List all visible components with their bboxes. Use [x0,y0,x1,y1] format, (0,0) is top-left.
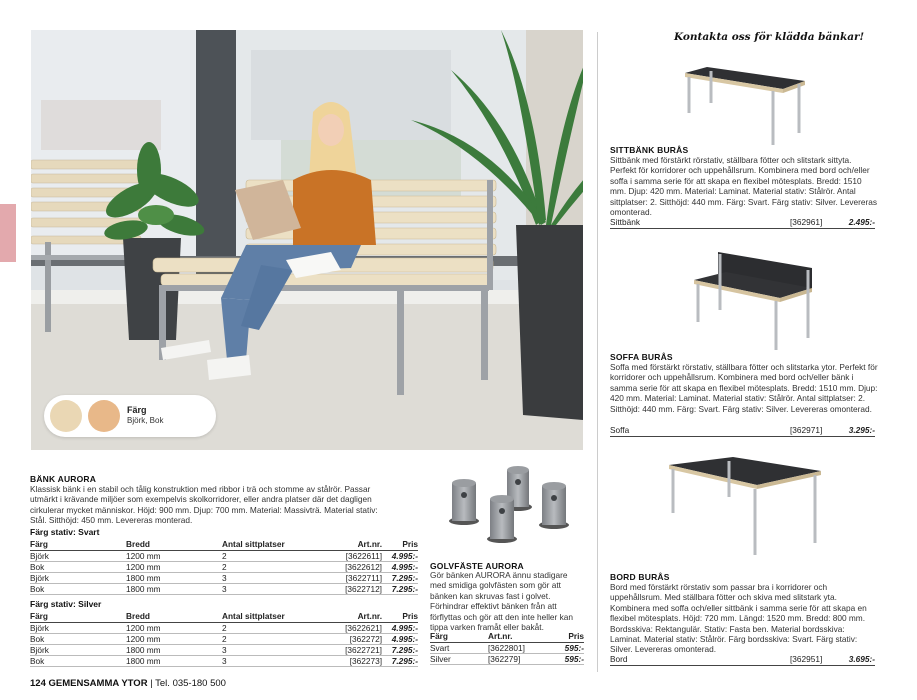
col-farg: Färg [30,539,126,551]
col-artnr: Art.nr. [334,611,382,623]
bank-aurora-title: BÄNK AURORA [30,474,97,484]
swatch-bjork [50,400,82,432]
footer-separator: | [150,678,153,689]
table-row: Björk 1800 mm 3 [3622711] 7.295:- [30,573,418,583]
column-divider [597,32,598,672]
bord-description: Bord med förstärkt rörstativ som passar bra i korridorer och uppehållsrum. Med ställbara fötter och skiva med slitstark yta. Kombinera med soffa och/eller sittbänk i samma serie för att skapa en flexibel mötesplats. Höjd: 720 mm. Längd: 1520 mm. Bredd: 800 mm. Bordsskiva: Rektangulär. Stativ: Fasta ben. Material bordsskiva: Laminat. Material stativ: Stålrör. Färg bordsskiva: Svart. Färg stativ: Silver. Levereras omonterad. [610,582,867,655]
bank-aurora-black-table [30,539,418,595]
product-name: Sittbänk [610,217,640,227]
table-row: Björk 1800 mm 3 [3622721] 7.295:- [30,645,418,655]
col-antal: Antal sittplatser [222,611,334,623]
table-row: Björk 1200 mm 2 [3622621] 4.995:- [30,623,418,633]
col-artnr: Art.nr. [334,539,382,551]
product-price: 2.495:- [848,217,875,227]
table-header [30,611,418,623]
soffa-description: Soffa med förstärkt rörstativ, ställbara fötter och slitstarka ytor. Perfekt för korridorer och uppehållsrum. Kombinera med bord och/eller bänk i samma serie för att skapa en flexibel mötesplats. Bredd: 1510 mm. Djup: 420 mm. Material: Laminat. Material stativ: Stålrör. Antal sittplatser: 2. Sitthöjd: 440 mm. Färg: Svart. Färg stativ: Silver. Levereras omonterad. [610,362,878,414]
table-row: Bok 1800 mm 3 [3622712] 7.295:- [30,584,418,594]
product-price: 3.295:- [848,425,875,435]
table-row: Svart [3622801] 595:- [430,643,584,653]
product-name: Bord [610,654,628,664]
col-farg: Färg [430,631,488,643]
table-row: Bok 1200 mm 2 [362272] 4.995:- [30,634,418,644]
product-artnr: [362951] [790,654,823,664]
product-artnr: [362961] [790,217,823,227]
product-price: 3.695:- [848,654,875,664]
table-header [30,539,418,551]
golvfaste-image [430,455,580,555]
hero-photo [31,30,583,450]
product-artnr: [362971] [790,425,823,435]
section-name: GEMENSAMMA YTOR [48,678,148,689]
soffa-image [690,250,820,355]
page-number: 124 [30,678,46,689]
table-black-label: Färg stativ: Svart [30,527,100,537]
col-antal: Antal sittplatser [222,539,334,551]
table-row: Björk 1200 mm 2 [3622611] 4.995:- [30,551,418,561]
col-pris: Pris [382,611,418,623]
bank-aurora-silver-table [30,611,418,667]
table-silver-label: Färg stativ: Silver [30,599,102,609]
golvfaste-title: GOLVFÄSTE AURORA [430,561,524,571]
color-pill-title: Färg [127,405,147,415]
section-tab [0,204,16,262]
bord-product-row [610,654,875,666]
product-name: Soffa [610,425,630,435]
sittbank-title: SITTBÄNK BURÅS [610,145,689,155]
table-row: Bok 1800 mm 3 [362273] 7.295:- [30,656,418,666]
col-bredd: Bredd [126,611,222,623]
sittbank-product-row [610,217,875,229]
col-pris: Pris [382,539,418,551]
table-row: Silver [362279] 595:- [430,654,584,664]
table-row: Bok 1200 mm 2 [3622612] 4.995:- [30,562,418,572]
col-farg: Färg [30,611,126,623]
color-option-pill [44,395,216,437]
col-artnr: Art.nr. [488,631,552,643]
page-footer [30,678,226,689]
soffa-title: SOFFA BURÅS [610,352,673,362]
table-header [430,631,584,643]
footer-phone: Tel. 035-180 500 [155,678,226,689]
bord-title: BORD BURÅS [610,572,670,582]
swatch-bok [88,400,120,432]
sittbank-image [675,65,815,150]
golvfaste-description: Gör bänken AURORA ännu stadigare med smidiga golvfästen som gör att bänken kan skruvas fast i golvet. Förhindrar effektivt bänken från att förflyttas och gör att den inte heller kan tippa varken framåt eller bakåt. [430,570,573,633]
bank-aurora-description: Klassisk bänk i en stabil och tålig konstruktion med ribbor i trä och stomme av stålrör. Passar utmärkt i krävande miljöer som exempelvis skolkorridorer, eller andra platser där det dagligen cirkulerar mycket människor. Höjd: 900 mm. Djup: 700 mm. Material: Massivträ. Material stativ: Stål. Sitthöjd: 450 mm. Levereras monterad. [30,484,378,526]
col-bredd: Bredd [126,539,222,551]
color-pill-subtitle: Björk, Bok [127,416,164,425]
contact-banner: Kontakta oss för klädda bänkar! [674,31,865,43]
col-pris: Pris [552,631,584,643]
sittbank-description: Sittbänk med förstärkt rörstativ, ställbara fötter och slitstark sittyta. Perfekt för korridorer och uppehållsrum. Kombinera med bord och/eller soffa i samma serie för att skapa en flexibel mötesplats. Bredd: 1510 mm. Djup: 420 mm. Material: Laminat. Material stativ: Stålrör. Antal sittplatser: 2. Sitthöjd: 440 mm. Färg: Svart. Färg stativ: Silver. Levereras omonterad. [610,155,877,218]
soffa-product-row [610,425,875,437]
bord-image [665,455,825,560]
golvfaste-table [430,631,584,665]
